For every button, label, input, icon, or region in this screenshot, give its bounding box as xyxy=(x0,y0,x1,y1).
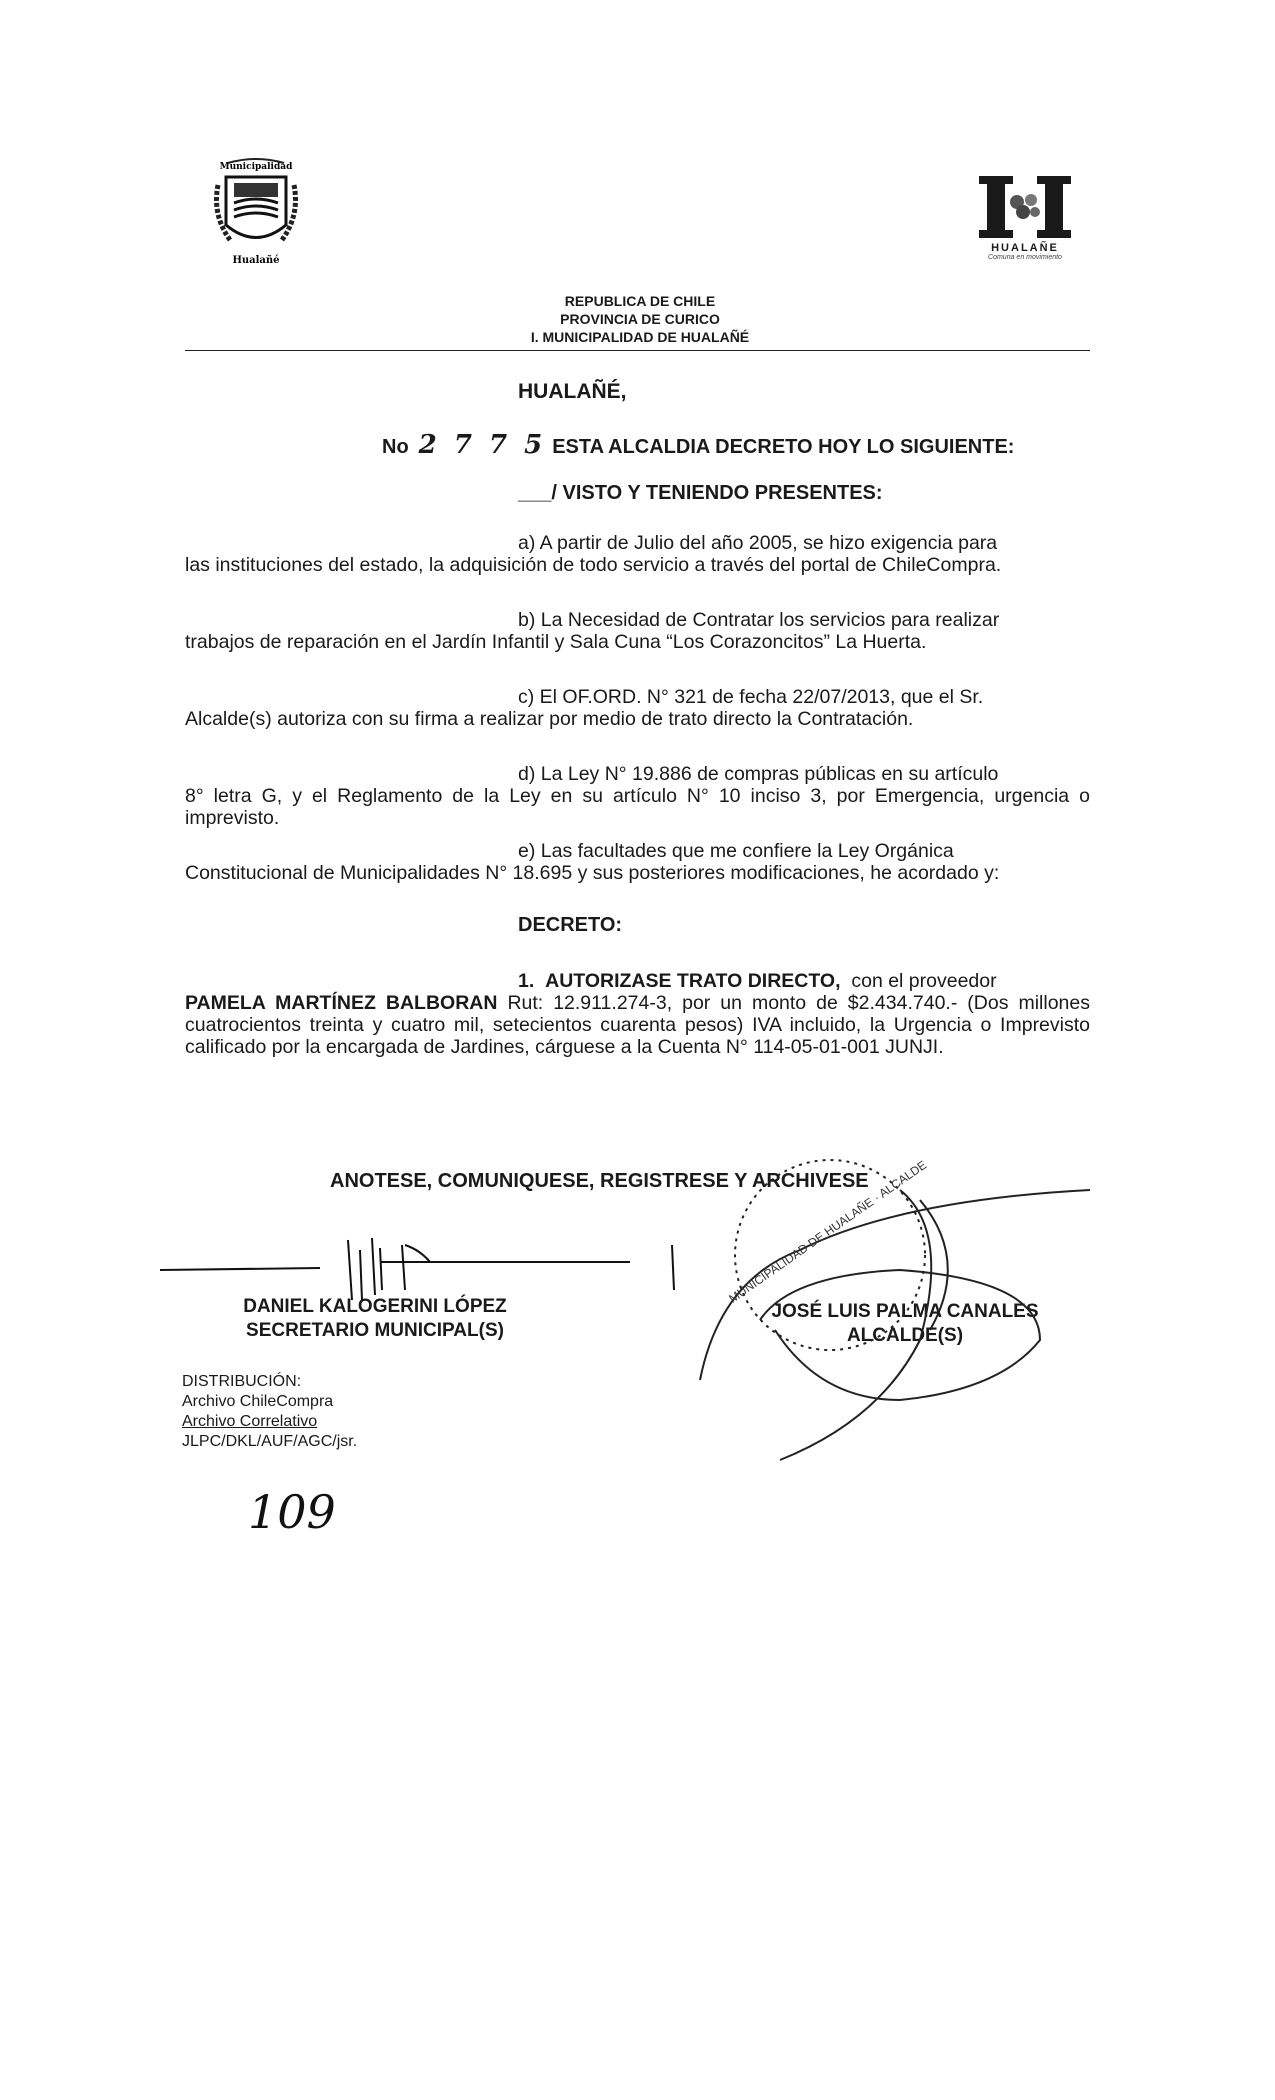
stamp-text: MUNICIPALIDAD DE HUALAÑE · ALCALDE xyxy=(726,1157,930,1306)
visto-heading: ___/ VISTO Y TENIENDO PRESENTES: xyxy=(518,482,883,504)
distribution-heading: DISTRIBUCIÓN: xyxy=(182,1373,302,1390)
resolution-lead: con el proveedor xyxy=(851,970,997,992)
logo-name: HUALAÑE xyxy=(991,242,1059,254)
distribution-line-1: Archivo ChileCompra xyxy=(182,1393,334,1410)
item-b: b) La Necesidad de Contratar los servicios para realizar trabajos de reparación en el Jardín Infantil y Sala Cuna “Los Corazoncitos” La Huerta. xyxy=(185,609,1000,653)
secretary-title: SECRETARIO MUNICIPAL(S) xyxy=(246,1320,504,1341)
secretary-handwritten-signature xyxy=(160,1238,674,1300)
decree-no-label: No xyxy=(382,436,409,458)
city-date-line: HUALAÑÉ, xyxy=(518,380,627,403)
resolution-title: AUTORIZASE TRATO DIRECTO, xyxy=(545,970,841,992)
provider-name: PAMELA MARTÍNEZ BALBORAN xyxy=(185,992,498,1014)
resolution-body: Rut: 12.911.274-3, por un monto de $2.434.740.- (Dos millones cuatrocientos treinta y cuatro mil, setecientos cuarenta pesos) IVA incluido, la Urgencia o Imprevisto calificado por la encargada de Jardines, cárguese a la Cuenta N° 114-05-01-001 JUNJI. xyxy=(185,992,1090,1058)
hualane-brand-logo xyxy=(975,172,1075,267)
item-e: e) Las facultades que me confiere la Ley Orgánica Constitucional de Municipalidades N° 18.695 y sus posteriores modificaciones, he acordado y: xyxy=(185,840,1000,884)
signature-mayor xyxy=(735,1300,1075,1348)
decree-number: 2 7 7 5 xyxy=(418,430,547,460)
header-rule xyxy=(185,350,1090,351)
secretary-name: DANIEL KALOGERINI LÓPEZ xyxy=(243,1296,507,1317)
resolution-number: 1. xyxy=(518,970,535,992)
mayor-title: ALCALDE(S) xyxy=(846,1325,964,1346)
item-d: d) La Ley N° 19.886 de compras públicas en su artículo 8° letra G, y el Reglamento de la Ley en su artículo N° 10 inciso 3, por Emergencia, urgencia o imprevisto. xyxy=(185,763,1090,829)
letterhead-country: REPUBLICA DE CHILE xyxy=(564,293,716,309)
signature-secretary xyxy=(205,1295,545,1343)
decreto-heading: DECRETO: xyxy=(518,914,623,936)
distribution-initials: JLPC/DKL/AUF/AGC/jsr. xyxy=(182,1433,358,1450)
handwritten-page-mark: 109 xyxy=(248,1485,336,1539)
distribution-line-2: Archivo Correlativo xyxy=(182,1413,318,1430)
item-c: c) El OF.ORD. N° 321 de fecha 22/07/2013, que el Sr. Alcalde(s) autoriza con su firma a realizar por medio de trato directo la Contratación. xyxy=(185,686,984,730)
decree-statement: ESTA ALCALDIA DECRETO HOY LO SIGUIENTE: xyxy=(552,436,1015,458)
item-a: a) A partir de Julio del año 2005, se hizo exigencia para las instituciones del estado, la adquisición de todo servicio a través del portal de ChileCompra. xyxy=(185,532,1002,576)
mayor-name: JOSÉ LUIS PALMA CANALES xyxy=(771,1301,1039,1322)
svg-text:Municipalidad: Municipalidad xyxy=(219,162,293,172)
closing-formula: ANOTESE, COMUNIQUESE, REGISTRESE Y ARCHIVESE xyxy=(330,1170,869,1192)
resolution-1 xyxy=(185,970,1090,1058)
distribution-block xyxy=(182,1372,357,1452)
logo-tagline: Comuna en movimiento xyxy=(988,254,1062,261)
letterhead-province: PROVINCIA DE CURICO xyxy=(560,311,720,327)
decree-line xyxy=(382,430,1014,460)
svg-text:Hualañé: Hualañé xyxy=(232,255,280,266)
letterhead-municipality: I. MUNICIPALIDAD DE HUALAÑÉ xyxy=(530,329,750,345)
letterhead xyxy=(500,292,780,346)
municipal-crest-logo xyxy=(208,155,304,270)
